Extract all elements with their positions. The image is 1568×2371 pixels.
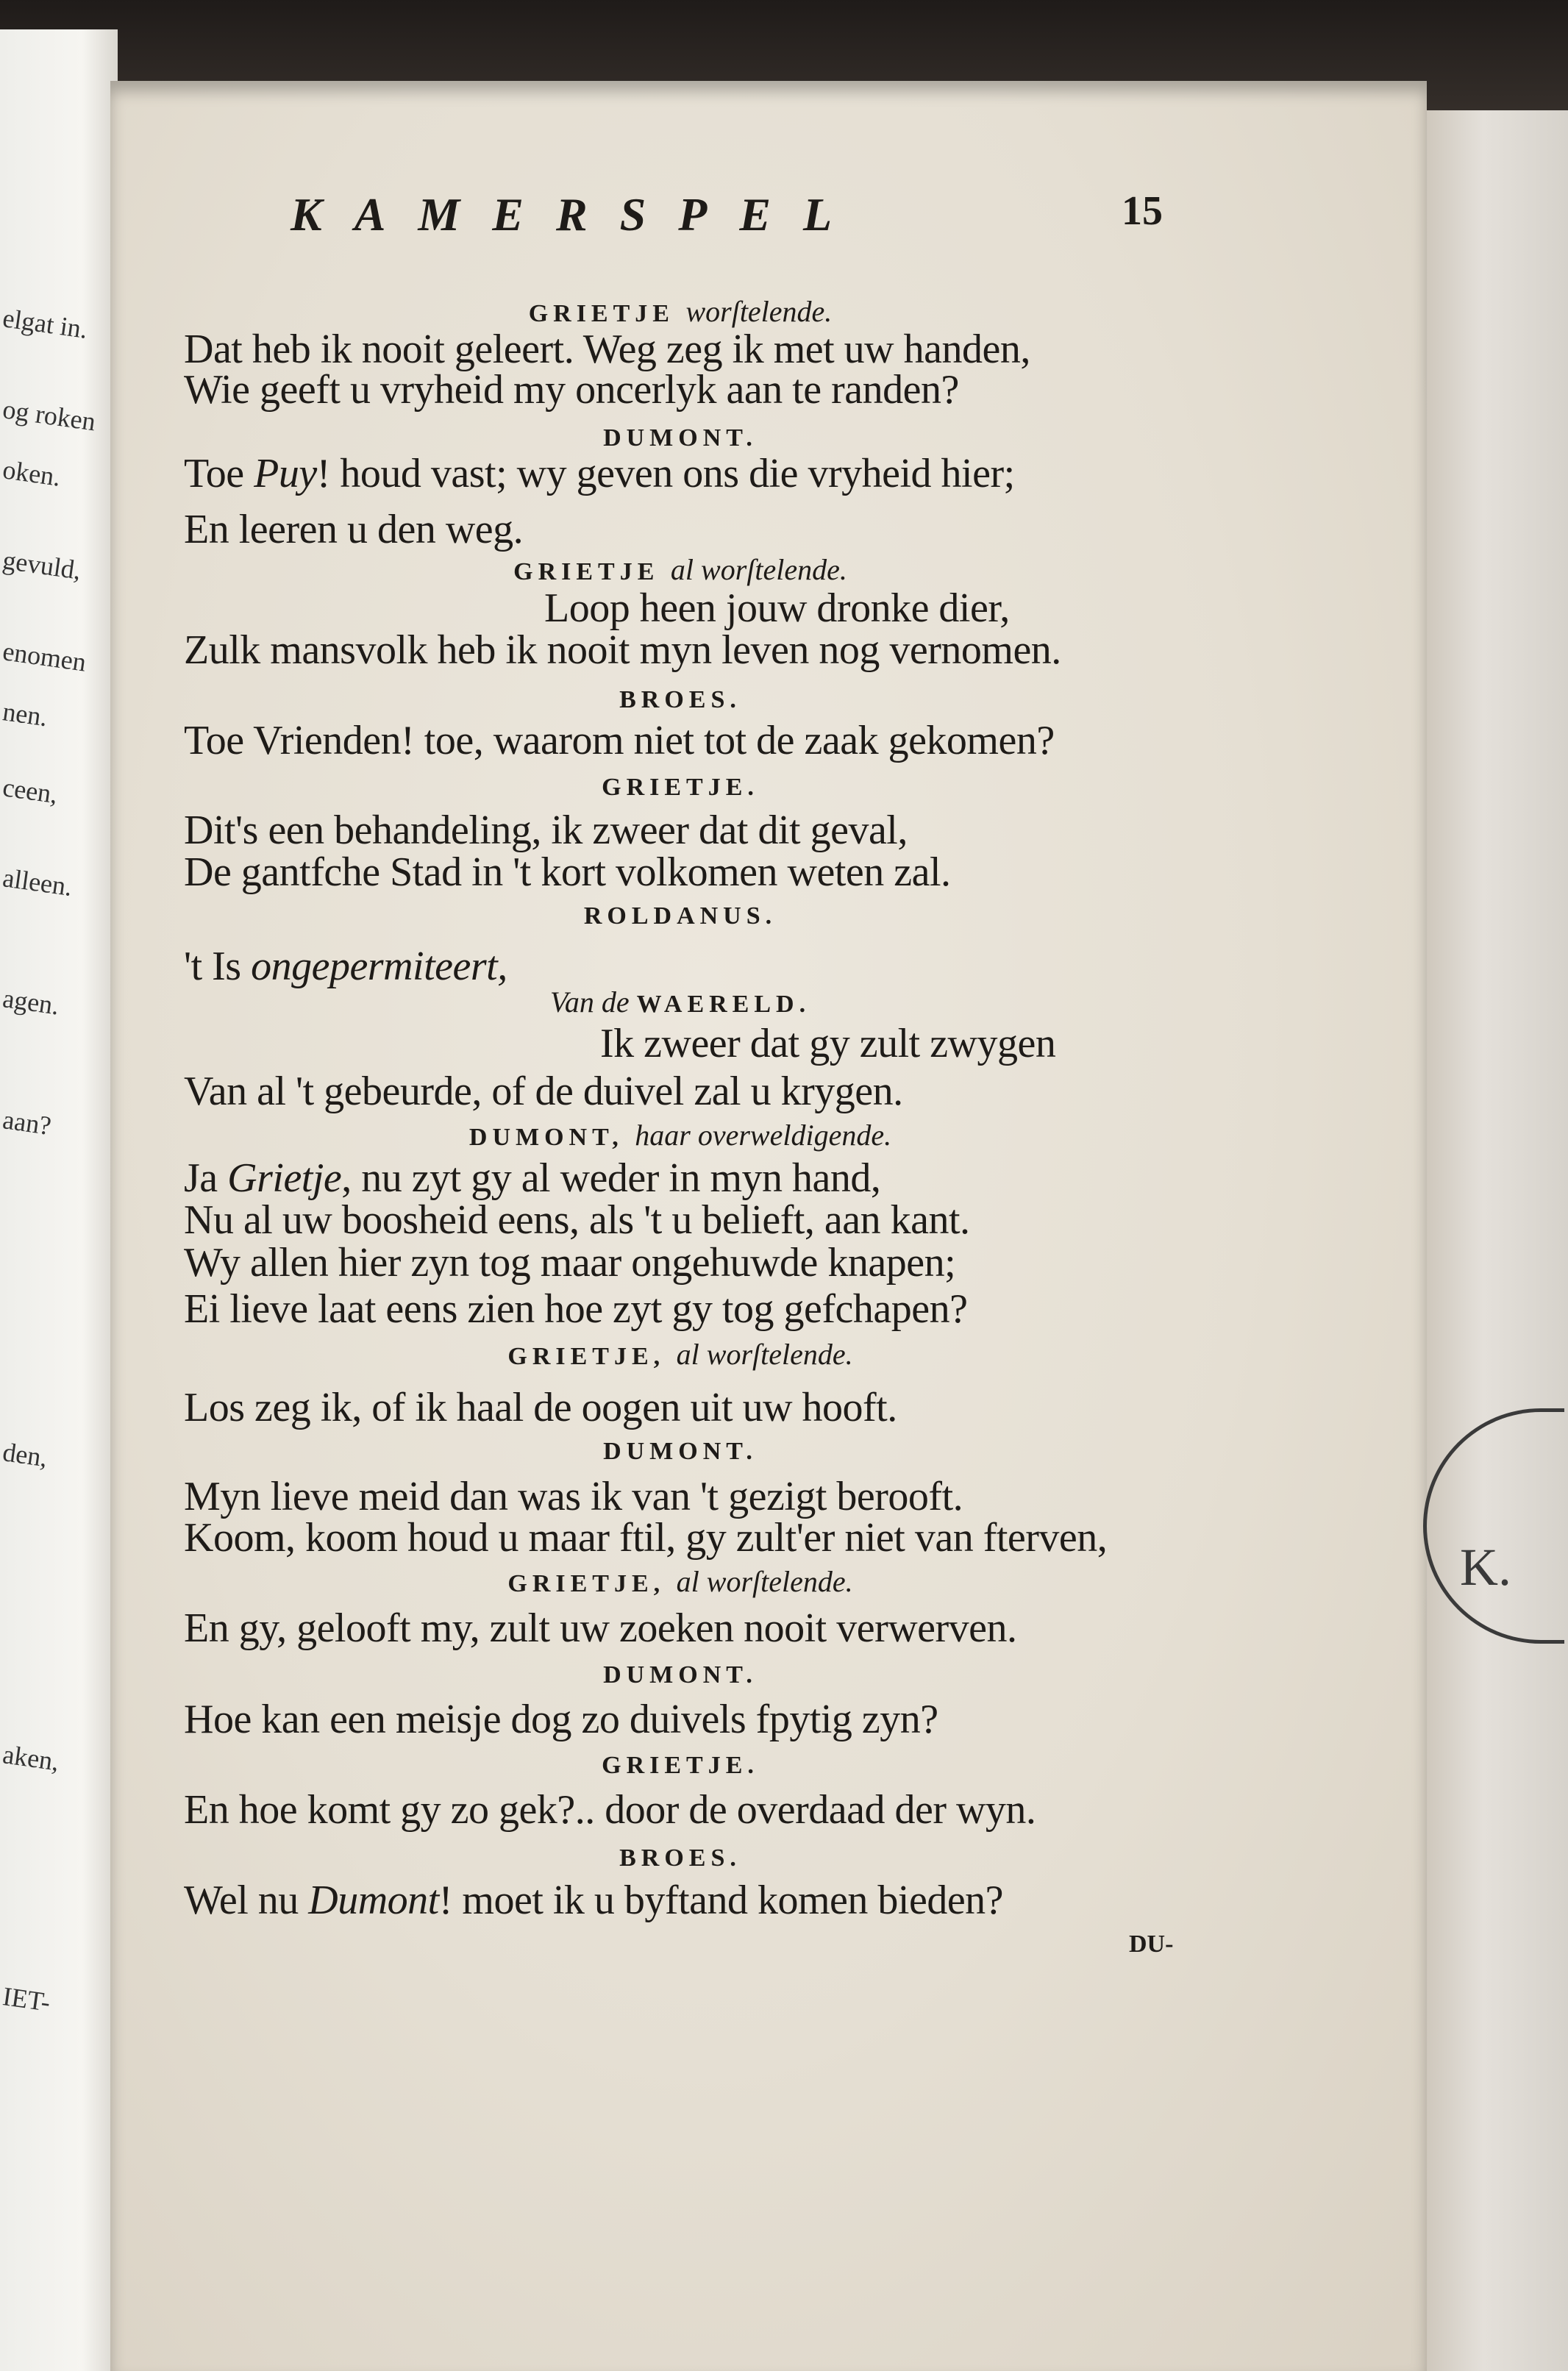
verse-line (184, 1240, 955, 1286)
text-segment: Van al 't gebeurde, of de duivel zal u krygen. (184, 1069, 903, 1115)
facing-page-fragment: og roken (1, 393, 98, 437)
text-segment: Koom, koom houd u maar ftil, gy zult'er niet van fterven, (184, 1514, 1108, 1561)
text-segment: Wy allen hier zyn tog maar ongehuwde knapen; (184, 1239, 956, 1286)
italic-text: Grietje (227, 1155, 342, 1201)
text-segment: Wel nu (184, 1878, 309, 1924)
text-segment: En gy, gelooft my, zult uw zoeken nooit verwerven. (184, 1605, 1017, 1652)
verse-line (544, 585, 1010, 631)
speaker-heading (619, 1836, 741, 1881)
facing-page-fragment: elgat in. (1, 303, 90, 345)
verse-line (184, 944, 507, 989)
text-segment: ROLDANUS. (583, 902, 777, 930)
running-title: KAMERSPEL (291, 188, 865, 240)
speaker-heading (602, 765, 759, 810)
text-segment: Toe Vrienden! toe, waarom niet tot de zaak gekomen? (184, 718, 1055, 764)
verse-line (184, 1878, 1003, 1923)
text-segment: GRIETJE (528, 299, 686, 327)
verse-line (184, 1069, 903, 1114)
text-segment: Los zeg ik, of ik haal de oogen uit uw hooft. (184, 1385, 897, 1431)
facing-page-fragment: nen. (1, 696, 50, 732)
facing-page-fragment: gevuld, (1, 545, 83, 585)
facing-page-fragment: oken. (1, 454, 63, 492)
italic-text: al worſtelende. (676, 1338, 853, 1372)
text-segment: Myn lieve meid dan was ik van 't gezigt berooft. (184, 1474, 963, 1520)
verse-line (184, 1605, 1017, 1651)
text-segment: DUMONT. (603, 1661, 758, 1689)
verse-line (184, 1787, 1036, 1833)
italic-text: worſtelende. (685, 294, 833, 328)
text-segment: Loop heen jouw dronke dier, (544, 585, 1010, 631)
facing-page-fragment: den, (1, 1437, 50, 1473)
text-segment: Zulk mansvolk heb ik nooit myn leven nog vernomen. (184, 627, 1061, 674)
text-segment: , nu zyt gy al weder in myn hand, (341, 1155, 881, 1201)
speaker-heading (507, 1559, 852, 1605)
verse-line (184, 718, 1055, 763)
facing-page-fragment: aan? (1, 1105, 54, 1141)
verse-line (184, 627, 1061, 673)
facing-page-fragment: IET- (1, 1981, 52, 2018)
text-segment: WAERELD. (636, 991, 811, 1019)
book-binding-edge (1427, 110, 1568, 2371)
text-segment: ! moet ik u byftand komen bieden? (438, 1878, 1004, 1924)
text-segment: GRIETJE. (602, 774, 759, 802)
text-segment: En leeren u den weg. (184, 506, 524, 552)
text-segment: DUMONT, (468, 1124, 635, 1152)
speaker-heading (507, 1332, 852, 1377)
verse-line (184, 1155, 880, 1201)
text-segment: GRIETJE, (507, 1343, 677, 1371)
verse-line (184, 1385, 897, 1430)
speaker-heading (603, 1429, 758, 1475)
speaker-heading (469, 1113, 891, 1158)
italic-text: Dumont (308, 1878, 439, 1924)
text-segment: Nu al uw boosheid eens, als 't u belieft, aan kant. (184, 1197, 970, 1244)
italic-text: Puy (254, 450, 317, 496)
text-segment: De gantfche Stad in 't kort volkomen weten zal. (184, 849, 951, 896)
text-segment: DUMONT. (603, 424, 758, 452)
verse-line (600, 1021, 1055, 1066)
italic-text: al worſtelende. (676, 1564, 853, 1598)
speaker-heading (619, 677, 741, 723)
facing-page-edge (0, 29, 118, 2371)
text-segment: Ei lieve laat eens zien hoe zyt gy tog gefchapen? (184, 1286, 968, 1333)
speaker-heading (550, 980, 810, 1025)
text-segment: Ik zweer dat gy zult zwygen (600, 1020, 1056, 1066)
text-segment: En hoe komt gy zo gek?.. door de overdaad der wyn. (184, 1787, 1036, 1833)
verse-line (184, 1286, 967, 1332)
speaker-heading (603, 1652, 758, 1698)
catchword: DU- (1129, 1930, 1174, 1958)
italic-text: Van de (549, 985, 637, 1019)
text-segment: Ja (184, 1155, 228, 1201)
facing-page-fragment: ceen, (1, 771, 60, 809)
facing-page-fragment: alleen. (1, 863, 74, 902)
text-segment: BROES. (619, 685, 741, 713)
text-segment: ! houd vast; wy geven ons die vryheid hier; (316, 450, 1015, 496)
text-segment: GRIETJE (513, 558, 671, 586)
text-segment: 't Is (184, 943, 252, 989)
text-segment: Dit's een behandeling, ik zweer dat dit geval, (184, 807, 908, 853)
facing-page-fragment: enomen (1, 635, 88, 677)
speaker-heading (602, 1743, 759, 1789)
verse-line (184, 507, 523, 552)
verse-line (184, 807, 908, 853)
verse-line (184, 327, 1030, 372)
library-stamp-text: K. (1460, 1538, 1511, 1597)
verse-line (184, 1515, 1107, 1561)
text-segment: GRIETJE. (602, 1752, 759, 1780)
facing-page-fragment: aken, (1, 1739, 62, 1777)
italic-text: haar overweldigende. (635, 1119, 892, 1152)
italic-text: ongepermiteert, (251, 943, 507, 989)
text-segment: GRIETJE, (507, 1569, 677, 1597)
text-segment: DUMONT. (603, 1437, 758, 1465)
text-segment: Wie geeft u vryheid my oncerlyk aan te randen? (184, 367, 959, 413)
verse-line (184, 1474, 963, 1519)
text-segment: Toe (184, 450, 254, 496)
facing-page-fragment: agen. (1, 983, 62, 1021)
italic-text: al worſtelende. (670, 553, 847, 587)
verse-line (184, 1697, 938, 1742)
speaker-heading (584, 894, 777, 939)
verse-line (184, 367, 959, 413)
text-segment: BROES. (619, 1844, 741, 1872)
page-number: 15 (1122, 188, 1163, 234)
text-segment: Hoe kan een meisje dog zo duivels fpytig zyn? (184, 1696, 938, 1742)
text-segment: Dat heb ik nooit geleert. Weg zeg ik met uw handen, (184, 326, 1030, 372)
verse-line (184, 849, 951, 895)
verse-line (184, 1197, 970, 1243)
verse-line (184, 451, 1015, 496)
